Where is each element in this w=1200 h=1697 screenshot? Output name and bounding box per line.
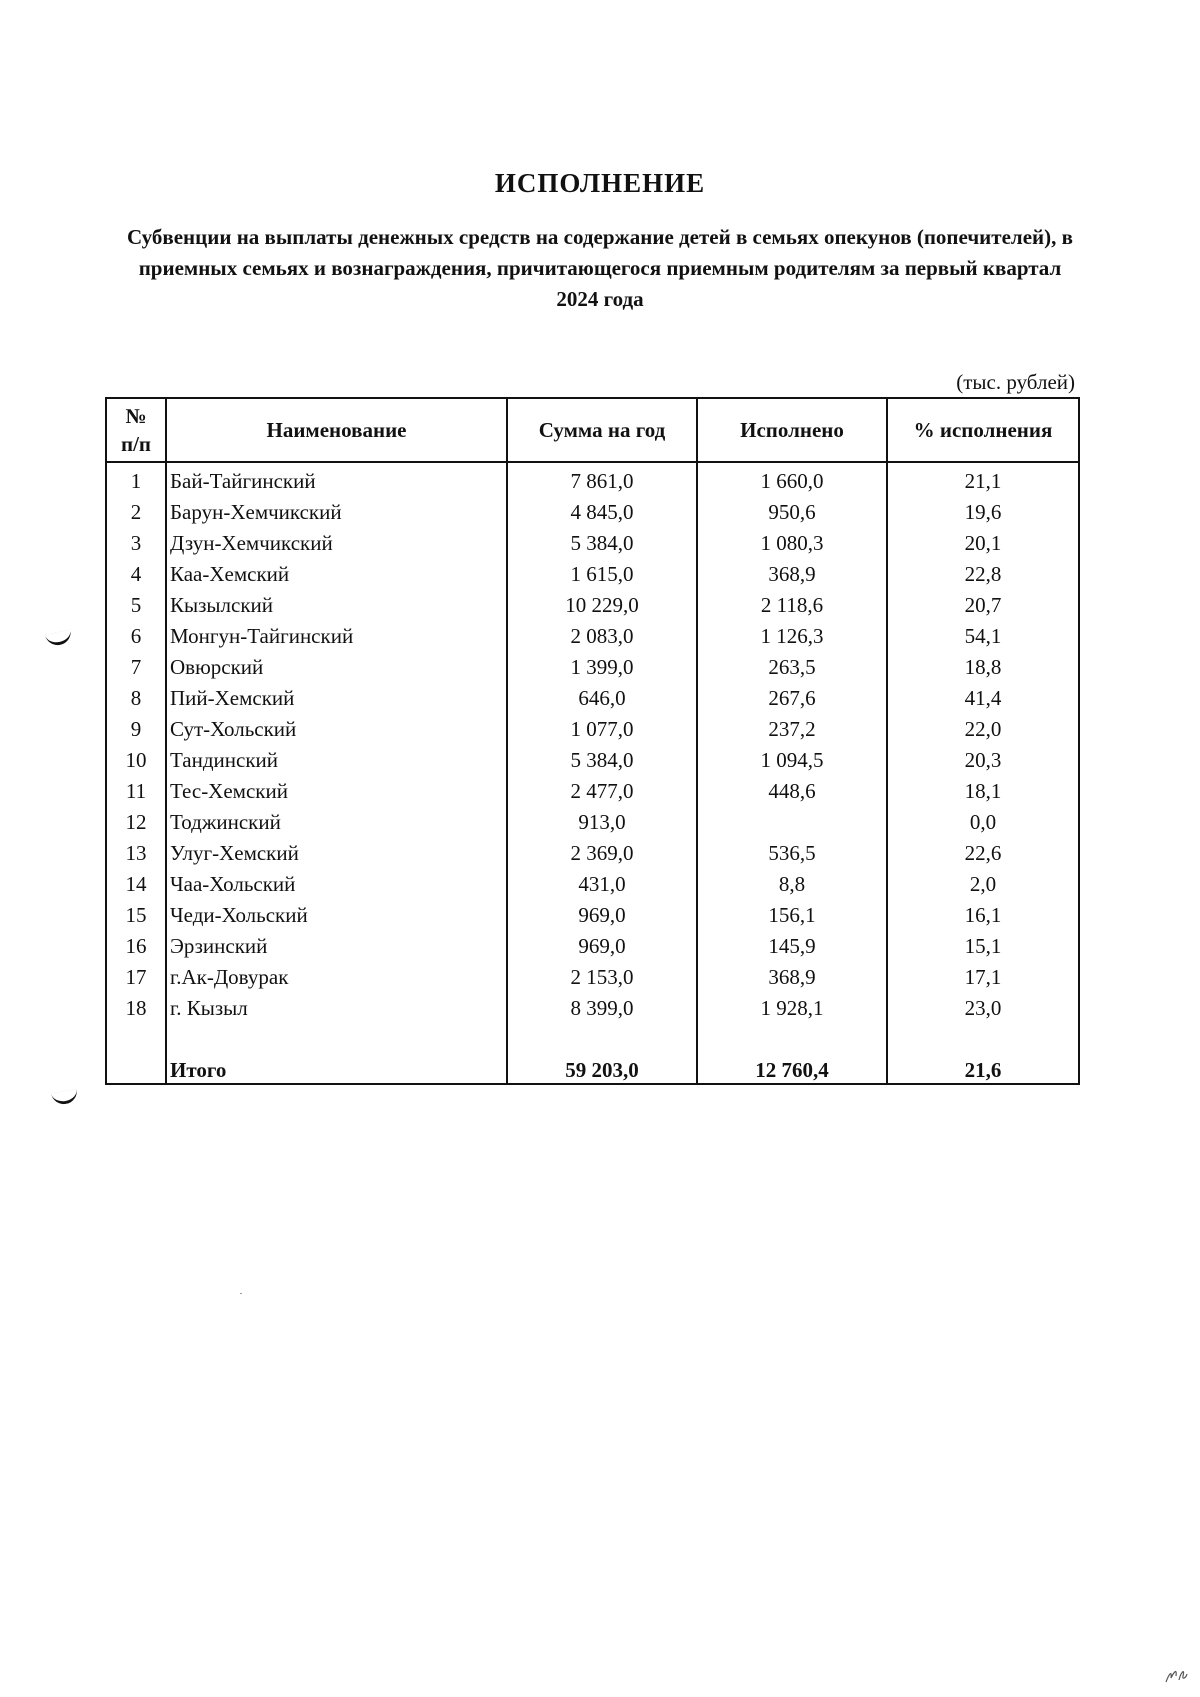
handwritten-page-mark — [1163, 1662, 1189, 1686]
row-annual-sum: 5 384,0 — [507, 525, 697, 556]
row-number: 2 — [106, 494, 166, 525]
table-row — [106, 773, 1079, 804]
table-row — [106, 525, 1079, 556]
row-percent: 54,1 — [887, 618, 1079, 649]
row-annual-sum: 5 384,0 — [507, 742, 697, 773]
spacer-cell — [106, 1021, 166, 1053]
row-annual-sum: 2 477,0 — [507, 773, 697, 804]
row-percent: 21,1 — [887, 462, 1079, 494]
row-annual-sum: 1 077,0 — [507, 711, 697, 742]
table-row — [106, 680, 1079, 711]
row-executed: 1 094,5 — [697, 742, 887, 773]
row-percent: 17,1 — [887, 959, 1079, 990]
row-percent: 20,3 — [887, 742, 1079, 773]
row-number: 14 — [106, 866, 166, 897]
row-number: 3 — [106, 525, 166, 556]
table-spacer-row — [106, 1021, 1079, 1053]
header-percent: % исполнения — [887, 398, 1079, 462]
row-name: Пий-Хемский — [166, 680, 507, 711]
row-percent: 23,0 — [887, 990, 1079, 1021]
table-row — [106, 649, 1079, 680]
row-name: Дзун-Хемчикский — [166, 525, 507, 556]
row-annual-sum: 1 615,0 — [507, 556, 697, 587]
row-annual-sum: 2 369,0 — [507, 835, 697, 866]
table-row — [106, 711, 1079, 742]
total-label: Итого — [166, 1053, 507, 1084]
table-row — [106, 928, 1079, 959]
row-percent: 0,0 — [887, 804, 1079, 835]
document-title: ИСПОЛНЕНИЕ — [494, 168, 706, 198]
header-number — [106, 398, 166, 462]
row-name: Барун-Хемчикский — [166, 494, 507, 525]
total-number — [106, 1053, 166, 1084]
row-name: Сут-Хольский — [166, 711, 507, 742]
row-executed: 267,6 — [697, 680, 887, 711]
row-percent: 22,6 — [887, 835, 1079, 866]
table-header-row — [106, 398, 1079, 462]
table-row — [106, 804, 1079, 835]
pen-check-mark — [51, 1089, 79, 1106]
table-row — [106, 866, 1079, 897]
row-annual-sum: 1 399,0 — [507, 649, 697, 680]
table-row — [106, 897, 1079, 928]
table-row — [106, 556, 1079, 587]
row-executed: 448,6 — [697, 773, 887, 804]
row-annual-sum: 8 399,0 — [507, 990, 697, 1021]
row-executed: 237,2 — [697, 711, 887, 742]
row-name: Чеди-Хольский — [166, 897, 507, 928]
row-percent: 16,1 — [887, 897, 1079, 928]
row-number: 10 — [106, 742, 166, 773]
header-name: Наименование — [166, 398, 507, 462]
spacer-cell — [507, 1021, 697, 1053]
row-annual-sum: 969,0 — [507, 928, 697, 959]
row-percent: 18,8 — [887, 649, 1079, 680]
table-row — [106, 618, 1079, 649]
row-annual-sum: 2 153,0 — [507, 959, 697, 990]
execution-table — [105, 397, 1080, 1085]
row-annual-sum: 913,0 — [507, 804, 697, 835]
row-number: 16 — [106, 928, 166, 959]
units-label: (тыс. рублей) — [956, 370, 1075, 394]
row-executed: 1 928,1 — [697, 990, 887, 1021]
total-percent: 21,6 — [887, 1053, 1079, 1084]
spacer-cell — [887, 1021, 1079, 1053]
table-row — [106, 959, 1079, 990]
row-percent: 2,0 — [887, 866, 1079, 897]
row-number: 7 — [106, 649, 166, 680]
spacer-cell — [697, 1021, 887, 1053]
row-name: Каа-Хемский — [166, 556, 507, 587]
table-row — [106, 587, 1079, 618]
row-number: 8 — [106, 680, 166, 711]
row-name: Тоджинский — [166, 804, 507, 835]
row-executed: 368,9 — [697, 556, 887, 587]
row-executed: 145,9 — [697, 928, 887, 959]
row-percent: 19,6 — [887, 494, 1079, 525]
row-annual-sum: 4 845,0 — [507, 494, 697, 525]
row-name: Тес-Хемский — [166, 773, 507, 804]
row-number: 1 — [106, 462, 166, 494]
table-body — [106, 462, 1079, 1084]
pen-check-mark — [45, 629, 73, 647]
row-number: 15 — [106, 897, 166, 928]
row-executed: 263,5 — [697, 649, 887, 680]
scan-speck — [240, 1293, 242, 1294]
row-percent: 20,7 — [887, 587, 1079, 618]
row-percent: 18,1 — [887, 773, 1079, 804]
header-number-abbrev: п/п — [120, 432, 152, 456]
table-total-row — [106, 1053, 1079, 1084]
header-executed: Исполнено — [697, 398, 887, 462]
table-row — [106, 835, 1079, 866]
row-name: Кызылский — [166, 587, 507, 618]
row-number: 9 — [106, 711, 166, 742]
row-executed — [697, 804, 887, 835]
row-name: Улуг-Хемский — [166, 835, 507, 866]
row-name: Овюрский — [166, 649, 507, 680]
row-number: 4 — [106, 556, 166, 587]
row-name: Тандинский — [166, 742, 507, 773]
row-percent: 20,1 — [887, 525, 1079, 556]
row-executed: 1 126,3 — [697, 618, 887, 649]
row-name: Бай-Тайгинский — [166, 462, 507, 494]
row-number: 12 — [106, 804, 166, 835]
row-executed: 536,5 — [697, 835, 887, 866]
document-subtitle: Субвенции на выплаты денежных средств на содержание детей в семьях опекунов (попечителей), в приемных семьях и вознаграждения, причитающегося приемным родителям за первый квартал 2024 года — [127, 225, 1073, 311]
row-number: 18 — [106, 990, 166, 1021]
row-percent: 22,0 — [887, 711, 1079, 742]
row-name: Эрзинский — [166, 928, 507, 959]
row-executed: 368,9 — [697, 959, 887, 990]
row-number: 11 — [106, 773, 166, 804]
row-name: Чаа-Хольский — [166, 866, 507, 897]
table-row — [106, 494, 1079, 525]
row-number: 6 — [106, 618, 166, 649]
row-annual-sum: 431,0 — [507, 866, 697, 897]
row-number: 5 — [106, 587, 166, 618]
row-executed: 1 660,0 — [697, 462, 887, 494]
row-annual-sum: 2 083,0 — [507, 618, 697, 649]
table-row — [106, 990, 1079, 1021]
total-executed: 12 760,4 — [697, 1053, 887, 1084]
row-name: Монгун-Тайгинский — [166, 618, 507, 649]
total-annual-sum: 59 203,0 — [507, 1053, 697, 1084]
row-annual-sum: 646,0 — [507, 680, 697, 711]
row-number: 17 — [106, 959, 166, 990]
row-number: 13 — [106, 835, 166, 866]
row-annual-sum: 969,0 — [507, 897, 697, 928]
header-number-symbol: № — [125, 404, 147, 428]
row-executed: 8,8 — [697, 866, 887, 897]
spacer-cell — [166, 1021, 507, 1053]
row-executed: 1 080,3 — [697, 525, 887, 556]
row-annual-sum: 7 861,0 — [507, 462, 697, 494]
row-executed: 950,6 — [697, 494, 887, 525]
table-row — [106, 742, 1079, 773]
header-annual-sum: Сумма на год — [507, 398, 697, 462]
table-row — [106, 462, 1079, 494]
row-percent: 22,8 — [887, 556, 1079, 587]
row-name: г.Ак-Довурак — [166, 959, 507, 990]
row-annual-sum: 10 229,0 — [507, 587, 697, 618]
row-executed: 156,1 — [697, 897, 887, 928]
row-percent: 15,1 — [887, 928, 1079, 959]
row-percent: 41,4 — [887, 680, 1079, 711]
row-executed: 2 118,6 — [697, 587, 887, 618]
row-name: г. Кызыл — [166, 990, 507, 1021]
